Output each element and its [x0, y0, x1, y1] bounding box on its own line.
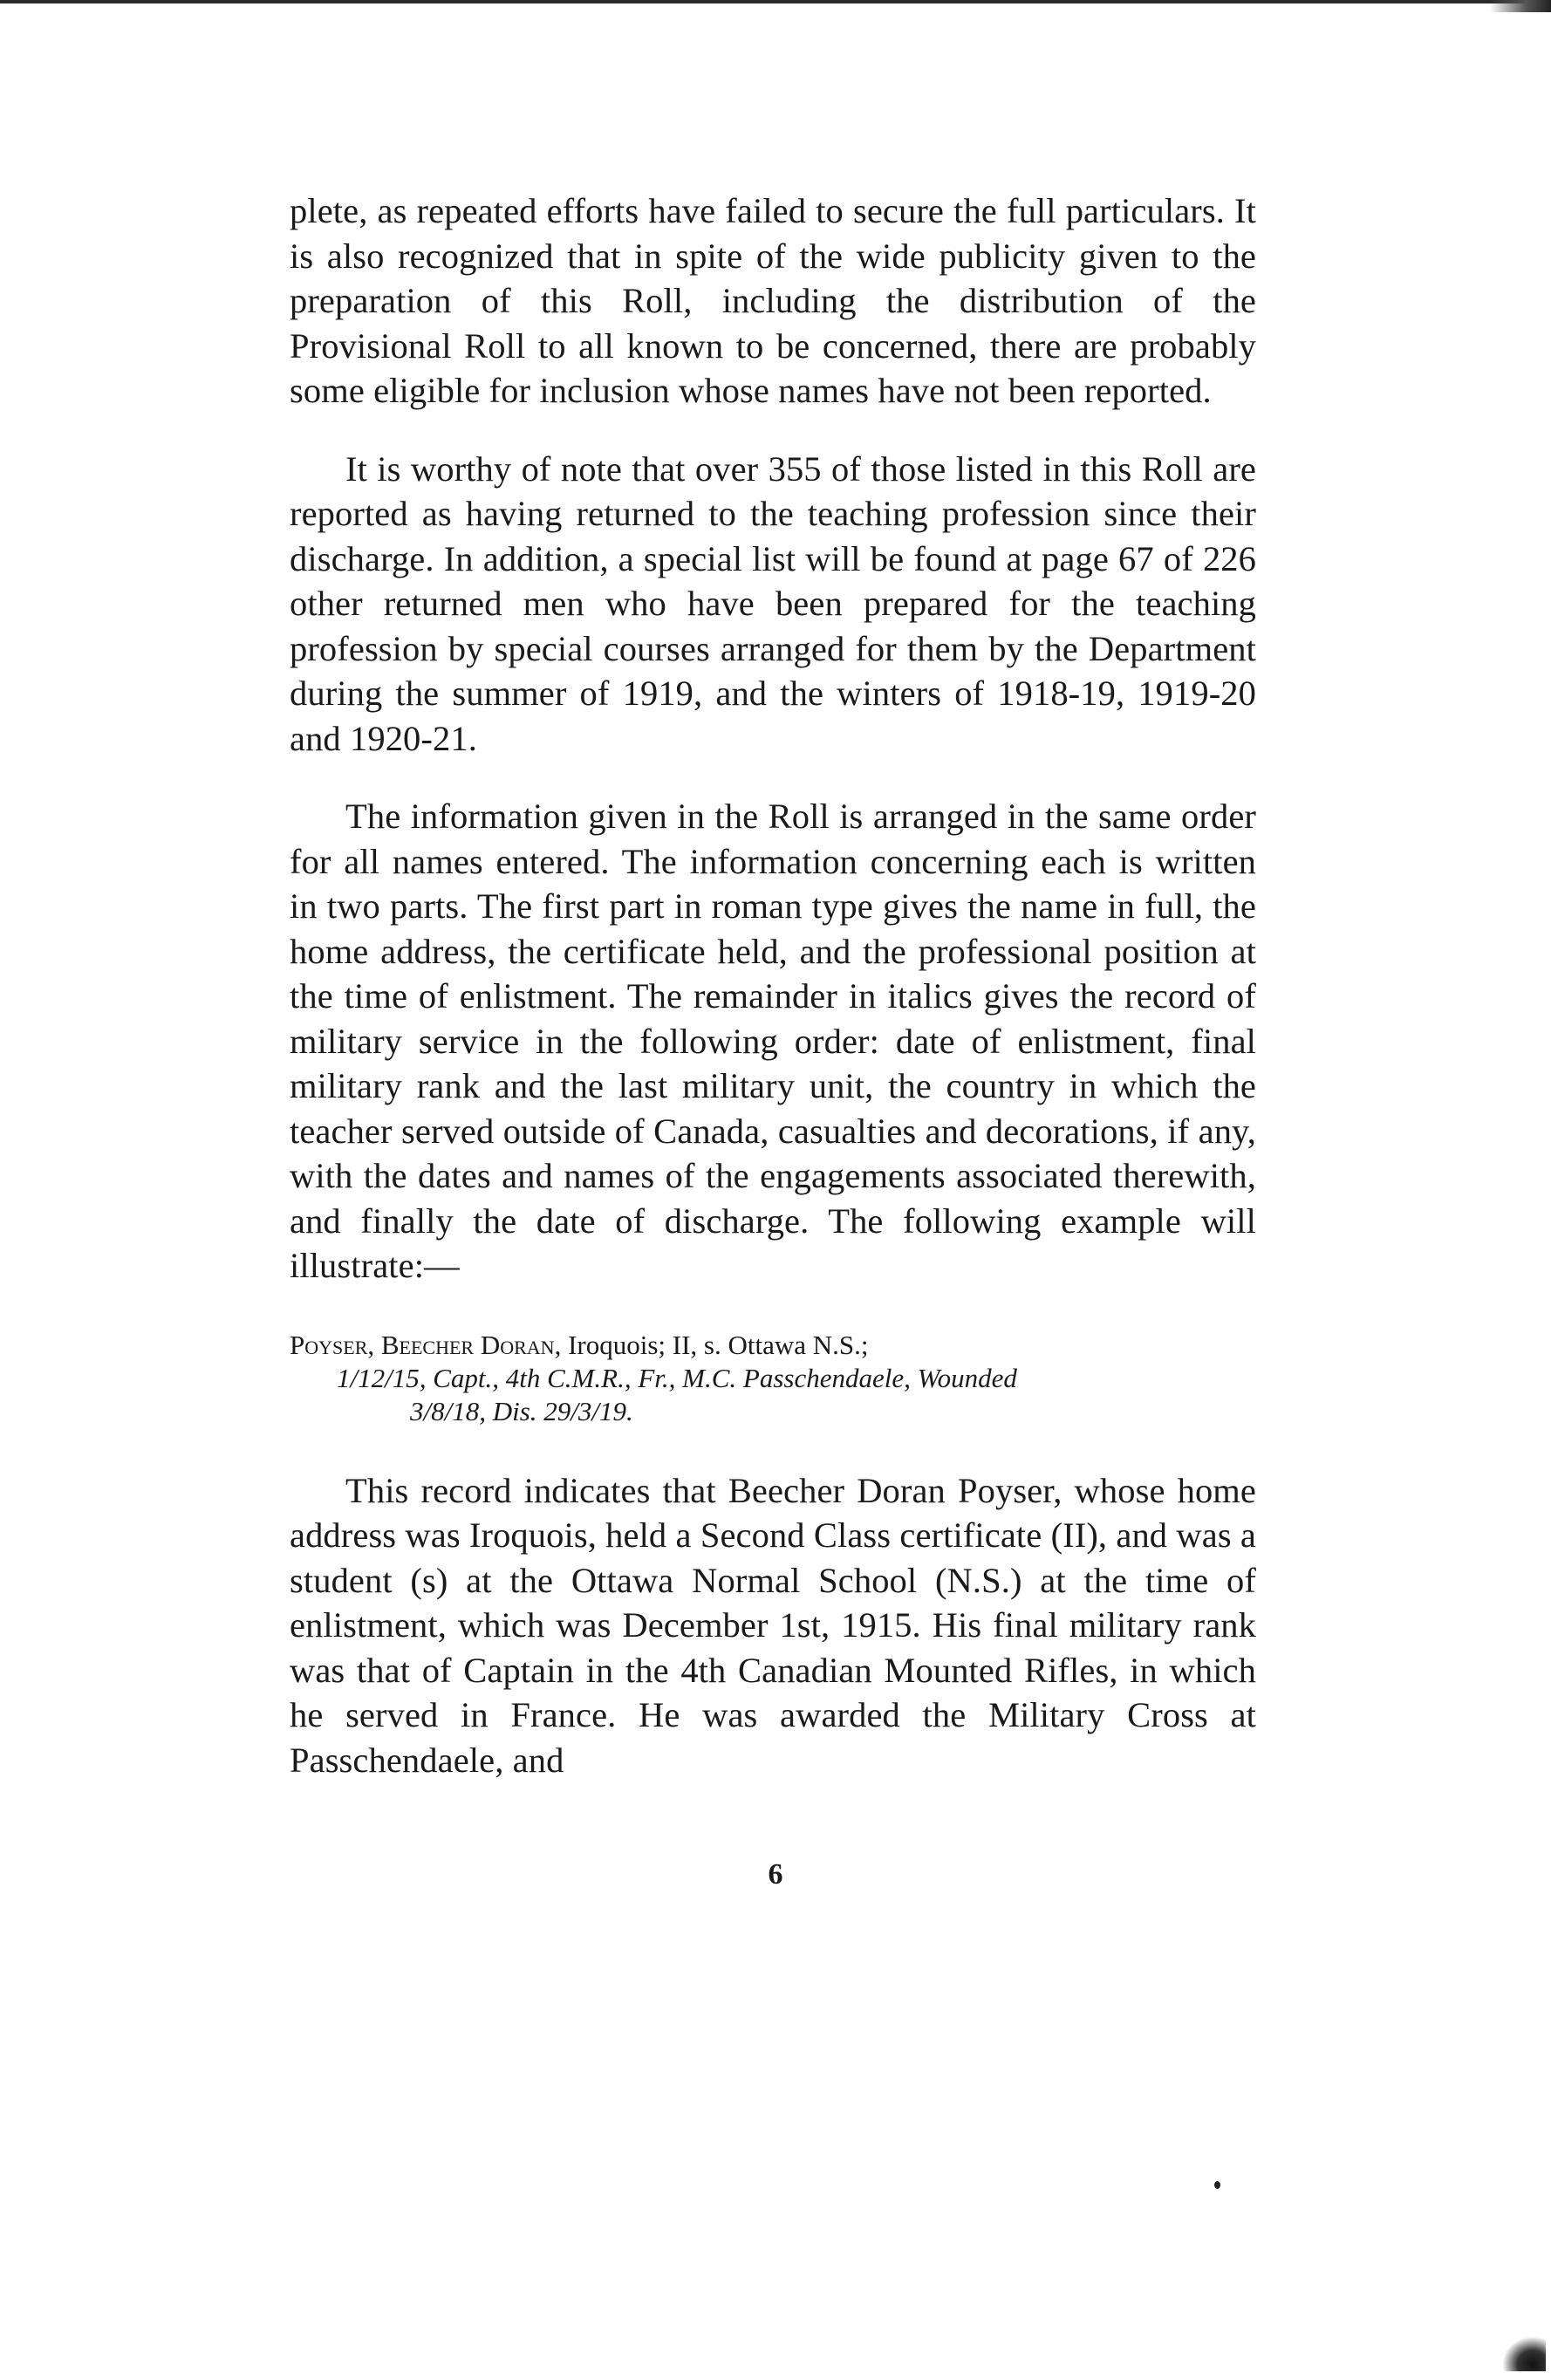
example-roman-details: Iroquois; II, s. Ottawa N.S.; [561, 1329, 869, 1360]
scan-speck [1214, 2181, 1220, 2189]
scan-top-edge [0, 0, 1551, 3]
scan-corner-shadow-bottom-right [1502, 2336, 1546, 2371]
paragraph-roll-format: The information given in the Roll is arranged in the same order for all names entered. The information concerning each is written in two parts. The first part in roman type gives the name in full, the home address, the certificate held, and the professional position at the time of enlistment. The remainder in italics gives the record of military service in the following order: date of enlistment, final military rank and the last military unit, the country in which the teacher served outside of Canada, casualties and decorations, if any, with the dates and names of the engagements associated therewith, and finally the date of discharge. The following example will illustrate:— [290, 797, 1256, 1285]
example-name: Poyser, Beecher Doran, [290, 1329, 562, 1360]
page-number: 6 [768, 1858, 783, 1891]
paragraph-record-explanation: This record indicates that Beecher Doran Poyser, whose home address was Iroquois, held a Second Class certificate (II), and was a student (s) at the Ottawa Normal School (N.S.) at the time of enlistment, which was December 1st, 1915. His final military rank was that of Captain in the 4th Canadian Mounted Rifles, in which he served in France. He was awarded the Military Cross at Passchendaele, and [290, 1470, 1256, 1780]
paragraph-returned-teachers: It is worthy of note that over 355 of those listed in this Roll are reported as having returned to the teaching profession since their discharge. In addition, a special list will be found at page 67 of 226 other returned men who have been prepared for the teaching profession by special courses arranged for them by the Department during the summer of 1919, and the winters of 1918-19, 1919-20 and 1920-21. [290, 448, 1256, 758]
example-italic-line-2: 3/8/18, Dis. 29/3/19. [410, 1395, 633, 1426]
scan-corner-shadow-top-right [1490, 0, 1551, 12]
paragraph-continuation: plete, as repeated efforts have failed to secure the full particulars. It is also recognized that in spite of the wide publicity given to the preparation of this Roll, including the distribution of the Provisional Roll to all known to be concerned, there are probably some eligible for inclusion whose names have not been reported. [290, 191, 1256, 410]
example-entry [290, 1329, 1256, 1428]
example-roman-line [290, 1329, 1256, 1362]
page-body [290, 188, 1256, 1782]
example-italic-line-1: 1/12/15, Capt., 4th C.M.R., Fr., M.C. Passchendaele, Wounded [337, 1362, 1017, 1393]
